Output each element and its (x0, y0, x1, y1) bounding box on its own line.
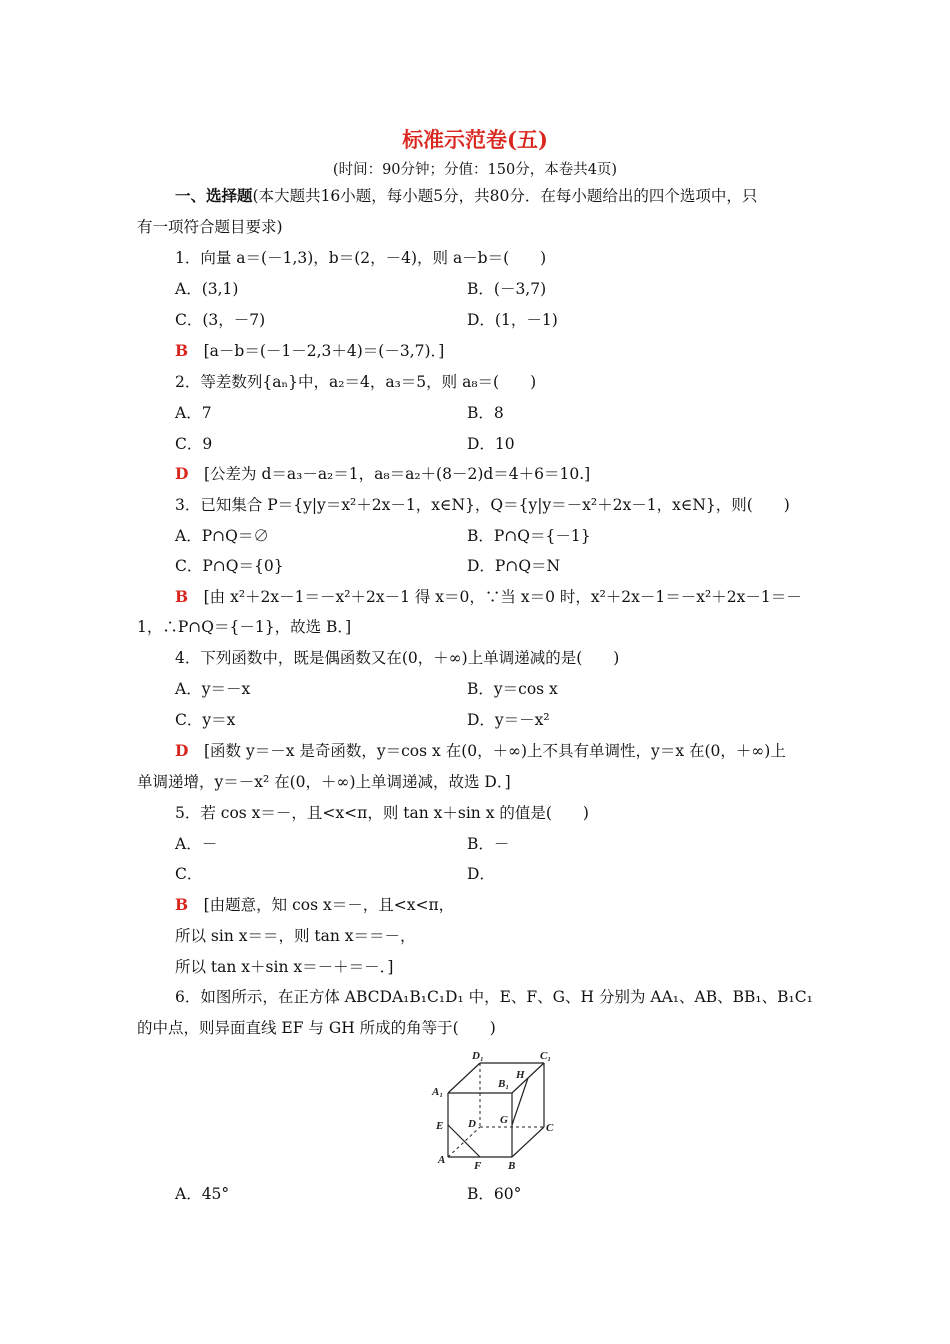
question-1: 1．向量 a＝(－1,3)，b＝(2，－4)，则 a－b＝( ) (175, 249, 547, 267)
q6-option-a: A．45° (175, 1185, 230, 1203)
question-4: 4．下列函数中，既是偶函数又在(0，＋∞)上单调递减的是( ) (175, 649, 620, 667)
q4-answer (175, 741, 786, 761)
q4-explanation: [函数 y＝－x 是奇函数，y＝cos x 在(0，＋∞)上不具有单调性，y＝x 在(0，＋∞)上 (203, 742, 786, 760)
label-c1: C₁ (540, 1050, 552, 1062)
q6-option-b: B．60° (467, 1185, 522, 1203)
cube-edge (448, 1063, 480, 1093)
label-d1: D₁ (472, 1050, 484, 1062)
label-d: D (468, 1118, 476, 1130)
q4-explanation-cont: 单调递增，y＝－x² 在(0，＋∞)上单调递减，故选 D．] (137, 773, 511, 791)
q4-option-b: B．y＝cos x (467, 680, 558, 698)
label-e: E (436, 1120, 444, 1132)
q4-answer-letter: D (175, 741, 189, 760)
section-heading: 一、选择题 (175, 186, 253, 205)
q1-option-a: A．(3,1) (175, 280, 239, 298)
q2-answer (175, 464, 590, 484)
section-desc-cont: 有一项符合题目要求) (137, 218, 283, 236)
section-desc: (本大题共16小题，每小题5分，共80分．在每小题给出的四个选项中，只 (252, 187, 758, 205)
q3-answer (175, 587, 802, 607)
q4-option-d: D．y＝－x² (467, 711, 550, 729)
label-a: A (438, 1154, 446, 1166)
q5-option-a: A．－ (175, 835, 218, 853)
label-g: G (500, 1114, 508, 1126)
q2-answer-letter: D (175, 464, 189, 483)
label-a1: A₁ (432, 1086, 444, 1098)
label-h: H (516, 1069, 525, 1081)
cube-figure (420, 1047, 580, 1177)
q1-answer-letter: B (175, 341, 189, 360)
q5-answer (175, 895, 454, 915)
q3-option-c: C．P∩Q＝{0} (175, 557, 284, 575)
section-header (175, 186, 757, 206)
q2-explanation: [公差为 d＝a₃－a₂＝1，a₈＝a₂＋(8－2)d＝4＋6＝10.] (203, 465, 591, 483)
q1-option-b: B．(－3,7) (467, 280, 547, 298)
q5-option-b: B．－ (467, 835, 510, 853)
q5-explanation-line3: 所以 tan x＋sin x＝－＋＝－．] (175, 958, 394, 976)
q5-answer-letter: B (175, 895, 189, 914)
cube-edge (512, 1127, 544, 1157)
q1-answer (175, 341, 444, 361)
q3-option-b: B．P∩Q＝{－1} (467, 527, 591, 545)
label-c: C (546, 1122, 554, 1134)
q4-option-a: A．y＝－x (175, 680, 251, 698)
page-title: 标准示范卷(五) (402, 127, 548, 152)
q2-option-b: B．8 (467, 404, 504, 422)
q4-option-c: C．y＝x (175, 711, 236, 729)
q5-option-c: C． (175, 865, 203, 883)
question-5: 5．若 cos x＝－，且<x<π，则 tan x＋sin x 的值是( ) (175, 804, 589, 822)
q3-option-a: A．P∩Q＝∅ (175, 527, 269, 545)
q5-explanation: [由题意，知 cos x＝－，且<x<π， (203, 896, 455, 914)
q1-explanation: [a－b＝(－1－2,3＋4)＝(－3,7)．] (203, 342, 445, 360)
exam-info: (时间：90分钟；分值：150分，本卷共4页) (332, 162, 618, 178)
q2-option-a: A．7 (175, 404, 212, 422)
question-3: 3．已知集合 P＝{y|y＝x²＋2x－1，x∈N}，Q＝{y|y＝－x²＋2x－1，x∈N}，则( ) (175, 496, 790, 514)
q2-option-c: C．9 (175, 435, 213, 453)
q3-explanation: [由 x²＋2x－1＝－x²＋2x－1 得 x＝0，∵当 x＝0 时，x²＋2x－1＝－x²＋2x－1＝－ (203, 588, 802, 606)
question-6: 6．如图所示，在正方体 ABCDA₁B₁C₁D₁ 中，E、F、G、H 分别为 AA₁、AB、BB₁、B₁C₁ (175, 988, 813, 1006)
q3-explanation-cont: 1，∴P∩Q＝{－1}，故选 B．] (137, 618, 352, 636)
q3-answer-letter: B (175, 587, 189, 606)
question-2: 2．等差数列{aₙ}中，a₂＝4，a₃＝5，则 a₈＝( ) (175, 373, 537, 391)
label-f: F (474, 1160, 482, 1172)
q1-option-d: D．(1，－1) (467, 311, 558, 329)
q5-explanation-line2: 所以 sin x＝＝，则 tan x＝＝－， (175, 927, 416, 945)
label-b1: B₁ (498, 1078, 510, 1090)
q1-option-c: C．(3，－7) (175, 311, 266, 329)
q2-option-d: D．10 (467, 435, 515, 453)
question-6-cont: 的中点，则异面直线 EF 与 GH 所成的角等于( ) (137, 1019, 496, 1037)
q5-option-d: D． (467, 865, 495, 883)
label-b: B (508, 1160, 516, 1172)
q3-option-d: D．P∩Q＝N (467, 557, 561, 575)
